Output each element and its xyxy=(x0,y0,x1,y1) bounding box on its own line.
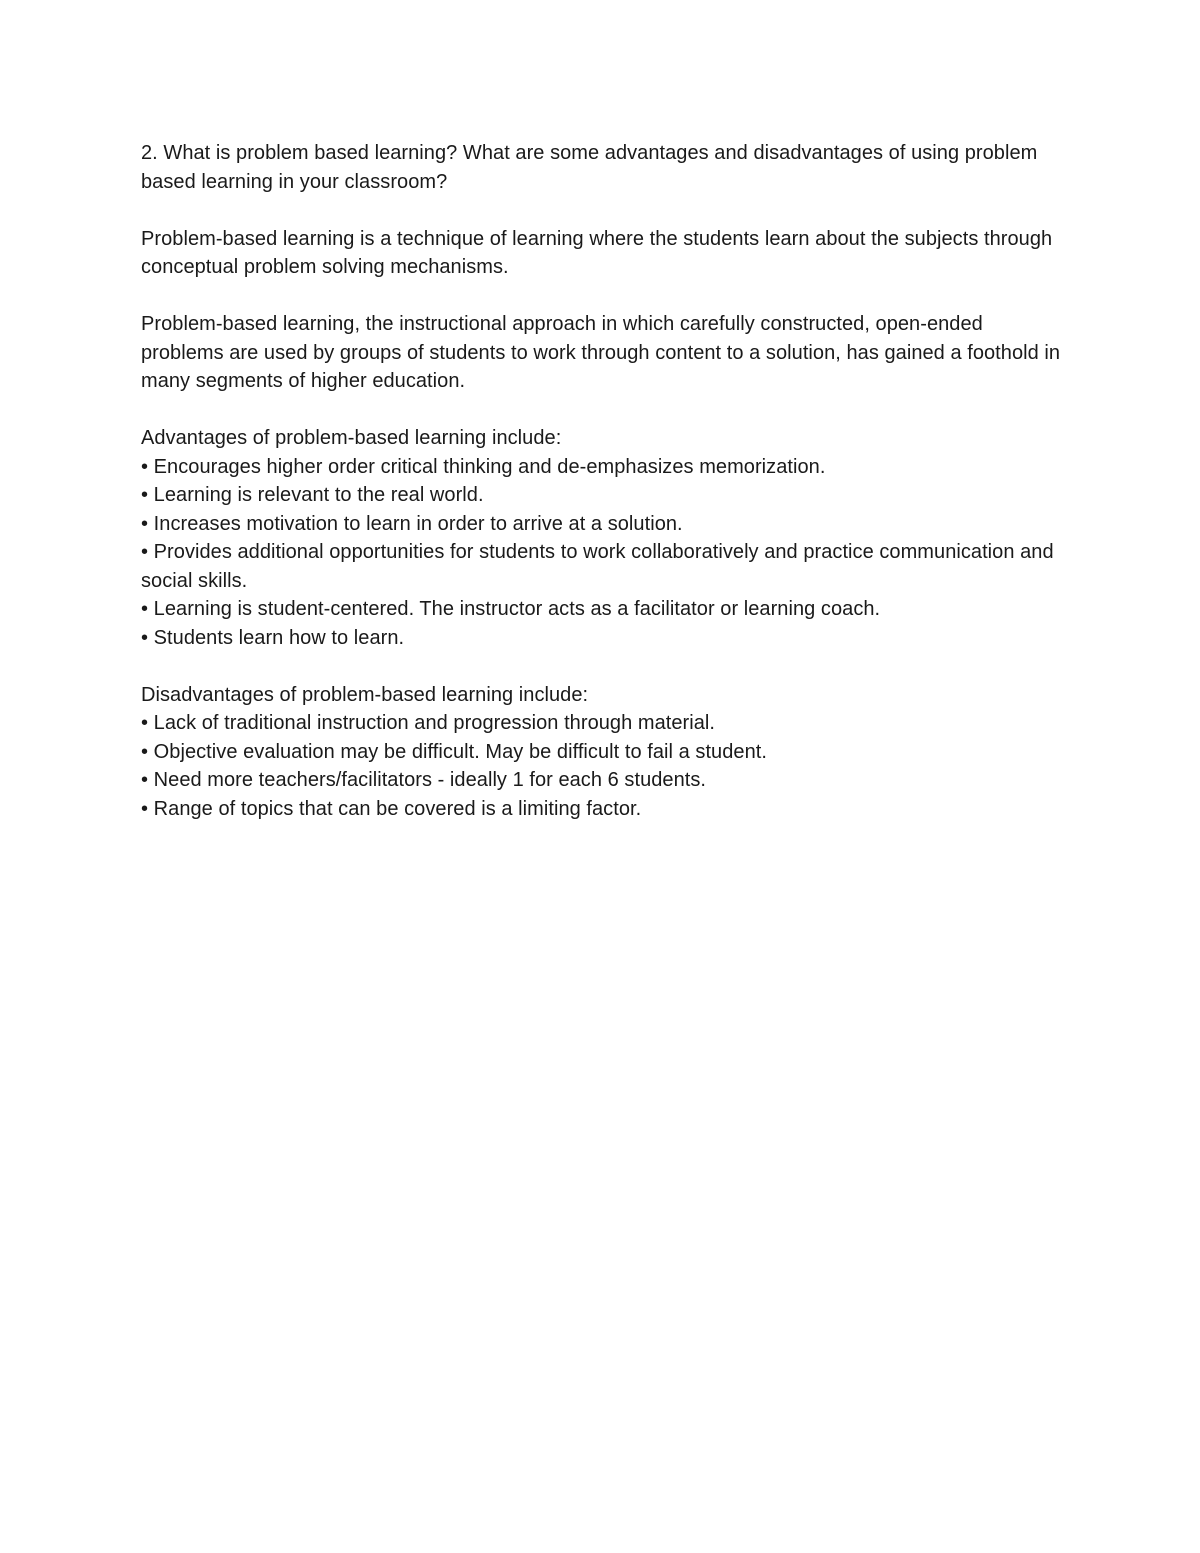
list-item xyxy=(141,795,1071,824)
advantages-heading: Advantages of problem-based learning include: xyxy=(141,427,562,449)
spacer xyxy=(141,282,1071,311)
bullet-glyph: • xyxy=(141,626,149,649)
list-item xyxy=(141,709,1071,738)
disadvantages-list xyxy=(141,709,1071,823)
list-item xyxy=(141,766,1071,795)
list-item-text: Need more teachers/facilitators - ideally 1 for each 6 students. xyxy=(153,769,707,791)
list-item-text: Students learn how to learn. xyxy=(153,626,405,649)
list-item-text: Range of topics that can be covered is a limiting factor. xyxy=(153,797,642,820)
list-item xyxy=(141,595,1071,624)
list-item xyxy=(141,624,1071,653)
question-text: 2. What is problem based learning? What are some advantages and disadvantages of using problem based learning in your classroom? xyxy=(141,142,1038,193)
answer-paragraph-approach: Problem-based learning, the instructional approach in which carefully constructed, open-ended problems are used by groups of students to work through content to a solution, has gained a foothold in many segments of higher education. xyxy=(141,313,1061,392)
list-item-text: Increases motivation to learn in order to arrive at a solution. xyxy=(153,512,683,535)
list-item xyxy=(141,453,1071,482)
list-item-text: Lack of traditional instruction and progression through material. xyxy=(153,712,716,734)
list-item xyxy=(141,538,1071,595)
bullet-glyph: • xyxy=(141,598,149,620)
bullet-glyph: • xyxy=(141,512,149,535)
bullet-glyph: • xyxy=(141,455,149,478)
disadvantages-heading: Disadvantages of problem-based learning include: xyxy=(141,683,589,706)
bullet-glyph: • xyxy=(141,484,149,506)
list-item xyxy=(141,510,1071,539)
bullet-glyph: • xyxy=(141,769,149,791)
list-item-text: Provides additional opportunities for students to work collaboratively and practice communication and social skills. xyxy=(141,541,1054,592)
bullet-glyph: • xyxy=(141,712,149,734)
spacer xyxy=(141,652,1071,681)
list-item xyxy=(141,481,1071,510)
list-item-text: Encourages higher order critical thinking and de-emphasizes memorization. xyxy=(153,455,826,478)
bullet-glyph: • xyxy=(141,541,149,563)
bullet-glyph: • xyxy=(141,797,149,820)
bullet-glyph: • xyxy=(141,740,149,763)
advantages-list xyxy=(141,453,1071,653)
list-item xyxy=(141,738,1071,767)
document-body xyxy=(141,139,1071,823)
spacer xyxy=(141,196,1071,225)
list-item-text: Objective evaluation may be difficult. May be difficult to fail a student. xyxy=(153,740,767,763)
list-item-text: Learning is student-centered. The instructor acts as a facilitator or learning coach. xyxy=(153,598,881,620)
list-item-text: Learning is relevant to the real world. xyxy=(153,484,484,506)
answer-paragraph-definition: Problem-based learning is a technique of learning where the students learn about the subjects through conceptual problem solving mechanisms. xyxy=(141,227,1053,278)
spacer xyxy=(141,396,1071,425)
